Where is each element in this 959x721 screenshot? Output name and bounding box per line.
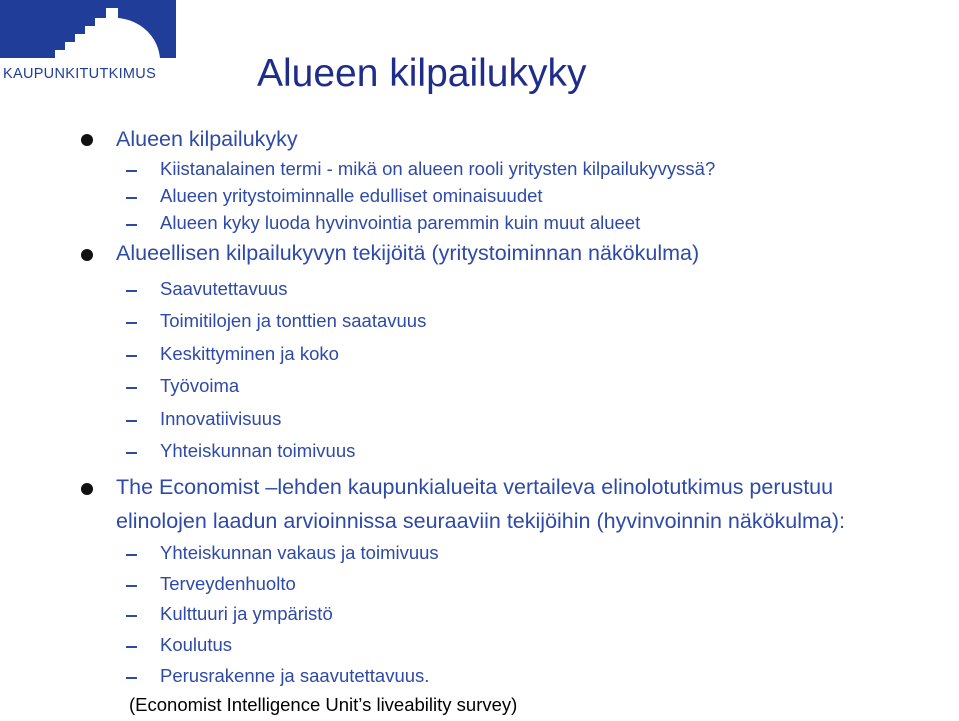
dash-marker bbox=[126, 452, 137, 454]
list-item: Alueen kyky luoda hyvinvointia paremmin kuin muut alueet bbox=[160, 212, 641, 233]
slide-title: Alueen kilpailukyky bbox=[257, 52, 587, 95]
dash-marker bbox=[126, 646, 137, 648]
bullet-dot bbox=[81, 134, 93, 146]
dash-marker bbox=[126, 615, 137, 617]
list-item: Kulttuuri ja ympäristö bbox=[160, 603, 333, 624]
list-item: Koulutus bbox=[160, 634, 232, 655]
dash-marker bbox=[126, 355, 137, 357]
dash-marker bbox=[126, 290, 137, 292]
logo-text: KAUPUNKITUTKIMUS bbox=[3, 66, 157, 82]
list-item: Työvoima bbox=[160, 375, 240, 396]
dash-marker bbox=[126, 387, 137, 389]
list-item: Kiistanalainen termi - mikä on alueen rooli yritysten kilpailukyvyssä? bbox=[160, 158, 716, 179]
bullet-dot bbox=[81, 249, 93, 261]
dash-marker bbox=[126, 554, 137, 556]
dash-marker bbox=[126, 677, 137, 679]
dash-marker bbox=[126, 170, 137, 172]
list-item: Perusrakenne ja saavutettavuus. bbox=[160, 665, 430, 686]
list-item: Yhteiskunnan vakaus ja toimivuus bbox=[160, 542, 439, 563]
section-heading: Alueellisen kilpailukyvyn tekijöitä (yritystoiminnan näkökulma) bbox=[116, 241, 700, 265]
dash-marker bbox=[126, 420, 137, 422]
list-item: Toimitilojen ja tonttien saatavuus bbox=[160, 310, 427, 331]
dash-marker bbox=[126, 322, 137, 324]
kaupunkitutkimus-logo bbox=[0, 0, 180, 90]
list-item: Yhteiskunnan toimivuus bbox=[160, 440, 356, 461]
dash-marker bbox=[126, 585, 137, 587]
dash-marker bbox=[126, 224, 137, 226]
section-heading: Alueen kilpailukyky bbox=[116, 127, 298, 151]
list-item: Keskittyminen ja koko bbox=[160, 343, 339, 364]
bullet-dot bbox=[81, 483, 93, 495]
list-item: Alueen yritystoiminnalle edulliset ominaisuudet bbox=[160, 185, 543, 206]
list-item: Innovatiivisuus bbox=[160, 408, 282, 429]
source-note: (Economist Intelligence Unit’s liveability survey) bbox=[129, 694, 518, 715]
dash-marker bbox=[126, 197, 137, 199]
section-heading-line2: elinolojen laadun arvioinnissa seuraaviin tekijöihin (hyvinvoinnin näkökulma): bbox=[116, 509, 846, 533]
logo-building-icon bbox=[0, 0, 180, 64]
list-item: Terveydenhuolto bbox=[160, 573, 296, 594]
section-heading-line1: The Economist –lehden kaupunkialueita vertaileva elinolotutkimus perustuu bbox=[116, 475, 834, 499]
list-item: Saavutettavuus bbox=[160, 278, 288, 299]
